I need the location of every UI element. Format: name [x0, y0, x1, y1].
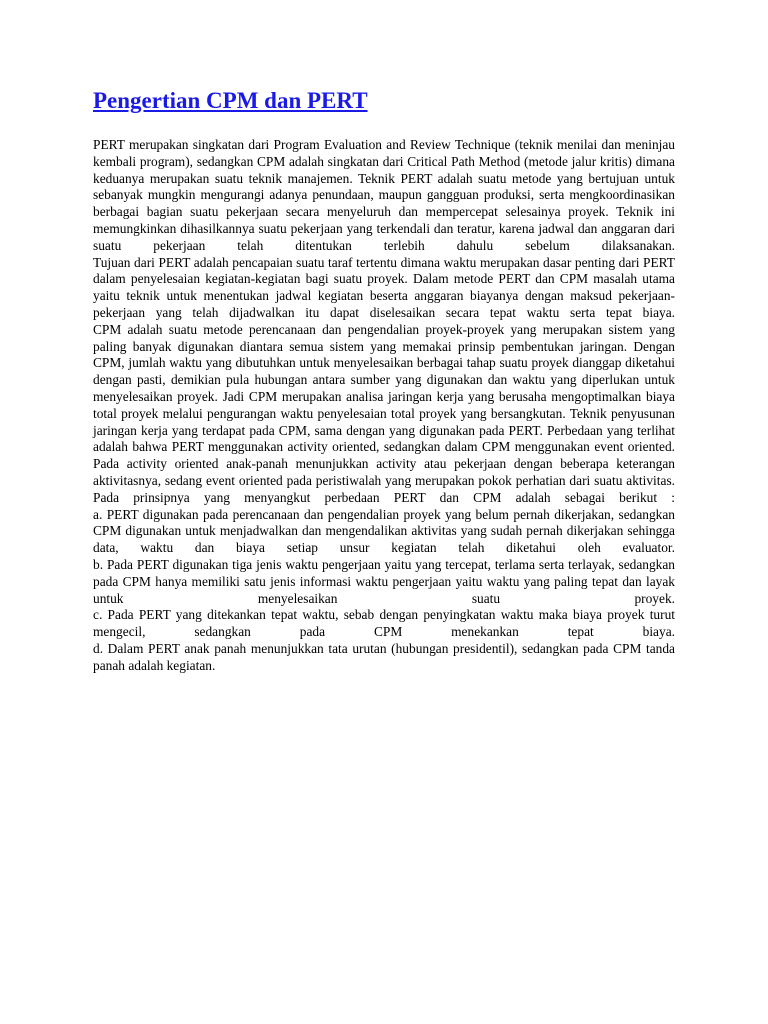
- list-item-b: b. Pada PERT digunakan tiga jenis waktu pengerjaan yaitu yang tercepat, terlama serta terlayak, sedangkan pada CPM hanya memiliki satu jenis informasi waktu pengerjaan yaitu waktu yang paling tepat dan layak untuk menyelesaikan suatu proyek.: [93, 556, 675, 606]
- paragraph-pert-purpose: Tujuan dari PERT adalah pencapaian suatu taraf tertentu dimana waktu merupakan dasar penting dari PERT dalam penyelesaian kegiatan-kegiatan bagi suatu proyek. Dalam metode PERT dan CPM masalah utama yaitu teknik untuk menentukan jadwal kegiatan beserta anggaran biayanya dengan maksud pekerjaan-pekerjaan yang telah dijadwalkan itu dapat diselesaikan secara tepat waktu serta tepat biaya.: [93, 254, 675, 320]
- paragraph-pert-definition: PERT merupakan singkatan dari Program Evaluation and Review Technique (teknik menilai dan meninjau kembali program), sedangkan CPM adalah singkatan dari Critical Path Method (metode jalur kritis) dimana keduanya merupakan suatu teknik manajemen. Teknik PERT adalah suatu metode yang bertujuan untuk sebanyak mungkin mengurangi adanya penundaan, maupun gangguan produksi, serta mengkoordinasikan berbagai bagian suatu pekerjaan secara menyeluruh dan mempercepat selesainya proyek. Teknik ini memungkinkan dihasilkannya suatu pekerjaan yang terkendali dan teratur, karena jadwal dan anggaran dari suatu pekerjaan telah ditentukan terlebih dahulu sebelum dilaksanakan.: [93, 137, 675, 253]
- paragraph-differences-intro: Pada prinsipnya yang menyangkut perbedaan PERT dan CPM adalah sebagai berikut :: [93, 489, 675, 505]
- list-item-c: c. Pada PERT yang ditekankan tepat waktu, sebab dengan penyingkatan waktu maka biaya proyek turut mengecil, sedangkan pada CPM menekankan tepat biaya.: [93, 607, 675, 640]
- article-body: [93, 137, 675, 675]
- page-title-link[interactable]: Pengertian CPM dan PERT: [93, 88, 368, 113]
- list-item-d: d. Dalam PERT anak panah menunjukkan tata urutan (hubungan presidentil), sedangkan pada CPM tanda panah adalah kegiatan.: [93, 640, 675, 673]
- paragraph-cpm-definition: CPM adalah suatu metode perencanaan dan pengendalian proyek-proyek yang merupakan sistem yang paling banyak digunakan diantara semua sistem yang memakai prinsip pembentukan jaringan. Dengan CPM, jumlah waktu yang dibutuhkan untuk menyelesaikan berbagai tahap suatu proyek dianggap diketahui dengan pasti, demikian pula hubungan antara sumber yang digunakan dan waktu yang diperlukan untuk menyelesaikan proyek. Jadi CPM merupakan analisa jaringan kerja yang berusaha mengoptimalkan biaya total proyek melalui pengurangan waktu penyelesaian total proyek yang bersangkutan. Teknik penyusunan jaringan kerja yang terdapat pada CPM, sama dengan yang digunakan pada PERT. Perbedaan yang terlihat adalah bahwa PERT menggunakan activity oriented, sedangkan dalam CPM menggunakan event oriented. Pada activity oriented anak-panah menunjukkan activity atau pekerjaan dengan beberapa keterangan aktivitasnya, sedang event oriented pada peristiwalah yang merupakan pokok perhatian dari suatu aktivitas.: [93, 321, 675, 488]
- list-item-a: a. PERT digunakan pada perencanaan dan pengendalian proyek yang belum pernah dikerjakan, sedangkan CPM digunakan untuk menjadwalkan dan mengendalikan aktivitas yang sudah pernah dikerjakan sehingga data, waktu dan biaya setiap unsur kegiatan telah diketahui oleh evaluator.: [93, 506, 675, 556]
- document-page: [93, 88, 675, 675]
